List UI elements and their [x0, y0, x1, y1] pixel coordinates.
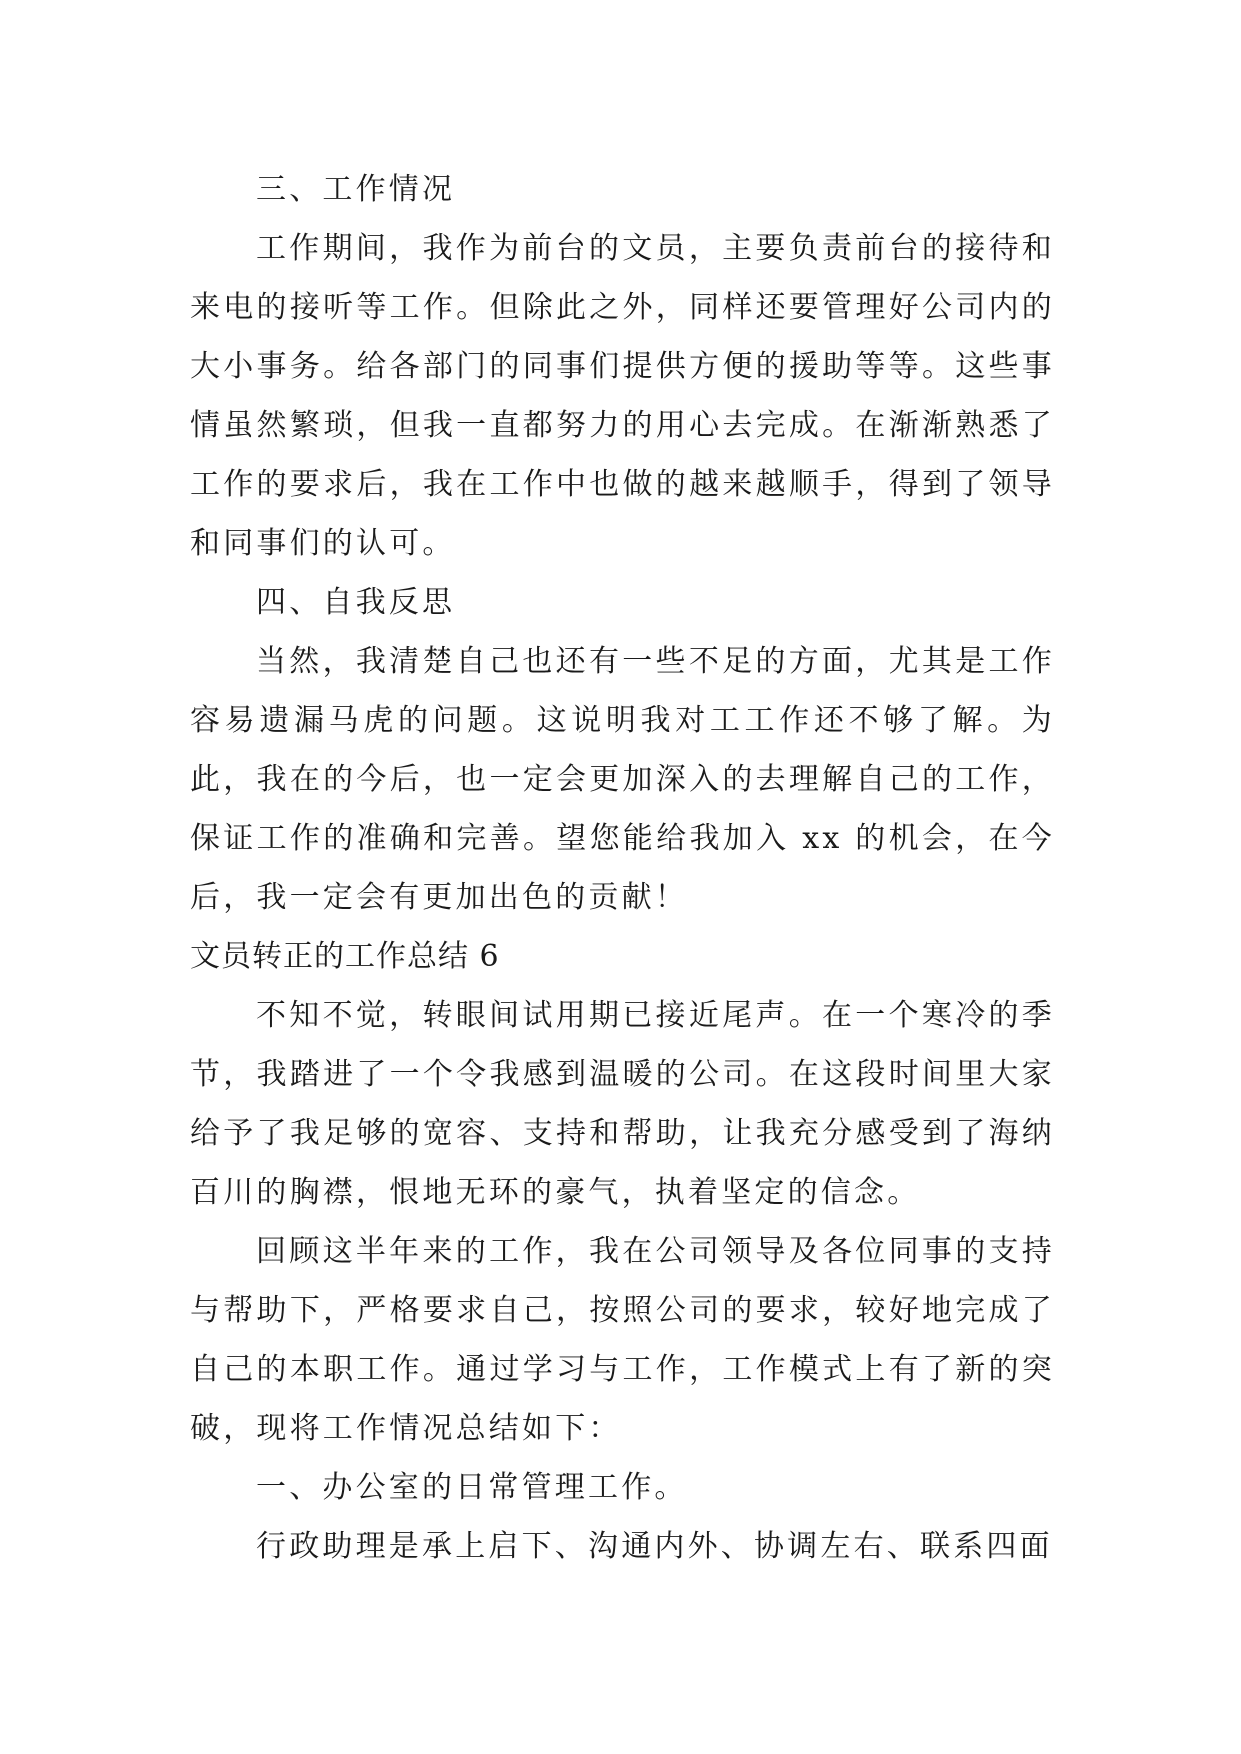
paragraph-office-management: 行政助理是承上启下、沟通内外、协调左右、联系四面	[256, 1529, 1053, 1564]
document-title: 文员转正的工作总结 6	[190, 939, 500, 974]
paragraph-self-reflection: 当然，我清楚自己也还有一些不足的方面，尤其是工作容易遗漏马虎的问题。这说明我对工工作还不够了解。为此，我在的今后，也一定会更加深入的去理解自己的工作，保证工作的准确和完善。望您能给我加入 xx 的机会，在今后，我一定会有更加出色的贡献！	[190, 644, 1055, 915]
section-heading-work-status: 三、工作情况	[256, 172, 456, 207]
section-heading-office-management: 一、办公室的日常管理工作。	[256, 1470, 688, 1505]
section-heading-self-reflection: 四、自我反思	[256, 585, 456, 620]
paragraph-intro: 不知不觉，转眼间试用期已接近尾声。在一个寒冷的季节，我踏进了一个令我感到温暖的公司。在这段时间里大家给予了我足够的宽容、支持和帮助，让我充分感受到了海纳百川的胸襟，恨地无环的豪气，执着坚定的信念。	[190, 998, 1055, 1210]
paragraph-work-status: 工作期间，我作为前台的文员，主要负责前台的接待和来电的接听等工作。但除此之外，同样还要管理好公司内的大小事务。给各部门的同事们提供方便的援助等等。这些事情虽然繁琐，但我一直都努力的用心去完成。在渐渐熟悉了工作的要求后，我在工作中也做的越来越顺手，得到了领导和同事们的认可。	[190, 231, 1055, 561]
paragraph-review: 回顾这半年来的工作，我在公司领导及各位同事的支持与帮助下，严格要求自己，按照公司的要求，较好地完成了自己的本职工作。通过学习与工作，工作模式上有了新的突破，现将工作情况总结如下：	[190, 1234, 1055, 1446]
document-body	[190, 160, 1055, 1576]
